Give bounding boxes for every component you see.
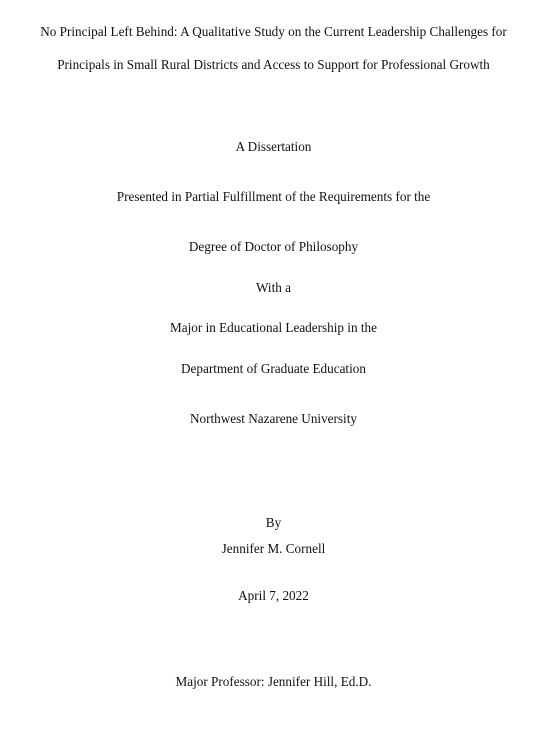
by-label: By	[265, 515, 282, 530]
with-a: With a	[256, 280, 291, 295]
author-name: Jennifer M. Cornell	[221, 541, 326, 556]
department: Department of Graduate Education	[181, 361, 366, 376]
university: Northwest Nazarene University	[190, 411, 357, 426]
fulfillment-statement: Presented in Partial Fulfillment of the Requirements for the	[116, 189, 431, 204]
title-line-1: No Principal Left Behind: A Qualitative Study on the Current Leadership Challenges for	[40, 24, 507, 39]
degree: Degree of Doctor of Philosophy	[188, 239, 359, 254]
document-type: A Dissertation	[235, 139, 312, 154]
major: Major in Educational Leadership in the	[170, 320, 377, 335]
major-professor: Major Professor: Jennifer Hill, Ed.D.	[175, 674, 372, 689]
date: April 7, 2022	[238, 588, 309, 603]
title-line-2: Principals in Small Rural Districts and Access to Support for Professional Growth	[57, 57, 490, 72]
